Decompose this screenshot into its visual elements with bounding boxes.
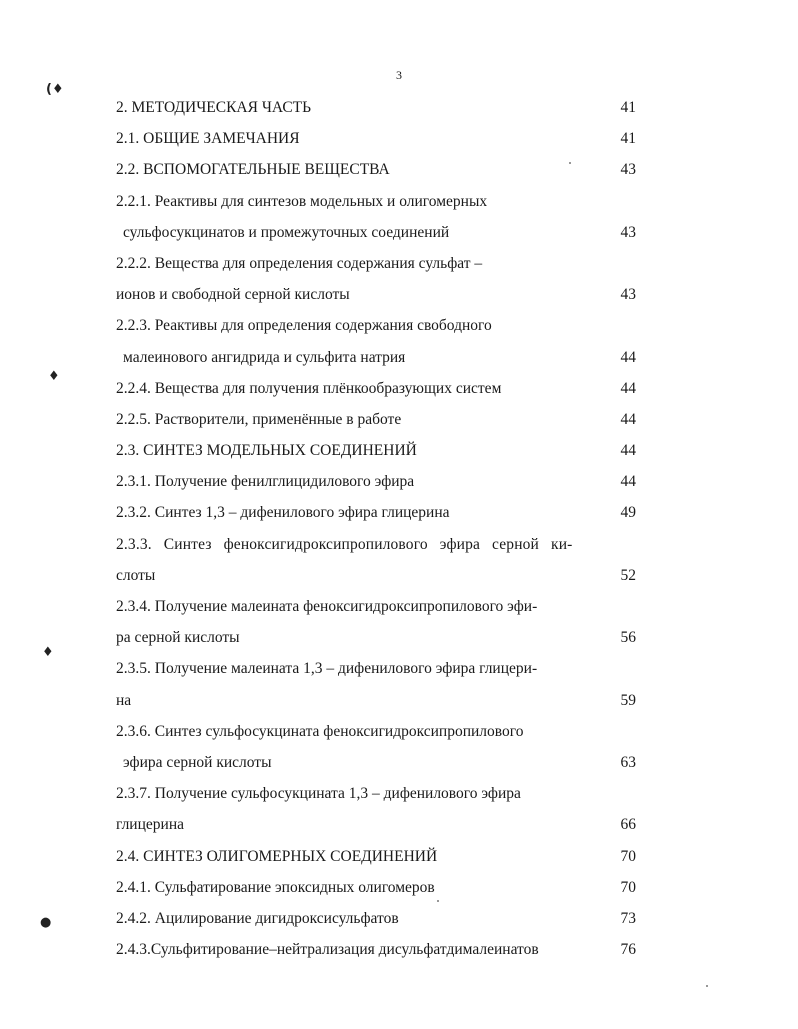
toc-entry-page: 73 (620, 909, 636, 927)
toc-entry (116, 903, 636, 934)
toc-entry (116, 217, 636, 248)
toc-entry-page: 56 (620, 629, 636, 647)
toc-entry (116, 497, 636, 528)
toc-entry-title: 2.2.3. Реактивы для определения содержания свободного (116, 317, 492, 335)
toc-entry (116, 310, 636, 341)
toc-entry-title: 2.3.5. Получение малеината 1,3 – дифенилового эфира глицери- (116, 660, 538, 678)
toc-entry-title: 2.3.1. Получение фенилглицидилового эфира (116, 473, 415, 491)
toc-entry-page: 44 (620, 442, 636, 460)
toc-entry-page: 70 (620, 878, 636, 896)
toc-entry-title: 2.4.1. Сульфатирование эпоксидных олигомеров (116, 878, 435, 896)
toc-entry (116, 404, 636, 435)
toc-entry-title: 2.3.3. Синтез феноксигидроксипропилового эфира серной ки- (116, 535, 573, 553)
toc-entry-title: 2.2.2. Вещества для определения содержания сульфат – (116, 254, 483, 272)
toc-entry-page: 49 (620, 504, 636, 522)
toc-entry-page: 43 (620, 223, 636, 241)
toc-entry-title: 2.2.1. Реактивы для синтезов модельных и олигомерных (116, 192, 488, 210)
toc-entry-title: 2.2. ВСПОМОГАТЕЛЬНЫЕ ВЕЩЕСТВА (116, 161, 390, 179)
margin-mark: (♦ (46, 82, 64, 97)
toc-entry (116, 342, 636, 373)
toc-entry (116, 685, 636, 716)
toc-entry (116, 778, 636, 809)
toc-entry-title: 2.3.7. Получение сульфосукцината 1,3 – дифенилового эфира (116, 785, 521, 803)
scan-speck (706, 985, 708, 987)
margin-mark: ● (40, 915, 52, 930)
toc-entry-title: ионов и свободной серной кислоты (116, 286, 350, 304)
toc-entry-title: ра серной кислоты (116, 629, 240, 647)
toc-entry (116, 841, 636, 872)
toc-entry (116, 435, 636, 466)
toc-entry-page: 44 (620, 379, 636, 397)
toc-entry-page: 44 (620, 348, 636, 366)
page-number: 3 (396, 68, 402, 82)
toc-entry-page: 76 (620, 941, 636, 959)
toc-entry-title: 2.3. СИНТЕЗ МОДЕЛЬНЫХ СОЕДИНЕНИЙ (116, 442, 417, 460)
toc-entry-title: эфира серной кислоты (123, 753, 272, 771)
toc-entry (116, 154, 636, 185)
toc-entry-page: 70 (620, 847, 636, 865)
toc-entry (116, 934, 636, 965)
toc-entry (116, 653, 636, 684)
toc-entry-title: 2.2.5. Растворители, применённые в работе (116, 410, 402, 428)
toc-entry-title: 2.3.4. Получение малеината феноксигидроксипропилового эфи- (116, 598, 538, 615)
toc-entry-title: 2. МЕТОДИЧЕСКАЯ ЧАСТЬ (116, 99, 312, 116)
margin-mark: ♦ (48, 369, 60, 384)
toc-entry (116, 529, 636, 560)
toc-entry-title: глицерина (116, 816, 184, 834)
toc-entry (116, 809, 636, 840)
toc-entry (116, 872, 636, 903)
toc-entry (116, 248, 636, 279)
toc-entry (116, 92, 636, 123)
table-of-contents (116, 92, 636, 965)
toc-entry (116, 716, 636, 747)
toc-entry-page: 43 (620, 286, 636, 304)
toc-entry (116, 622, 636, 653)
toc-entry-title: 2.3.6. Синтез сульфосукцината феноксигидроксипропилового (116, 722, 524, 740)
margin-mark: ♦ (42, 645, 54, 660)
toc-entry-page: 41 (620, 99, 636, 116)
toc-entry (116, 373, 636, 404)
toc-entry-page: 52 (620, 566, 636, 584)
toc-entry-title: малеинового ангидрида и сульфита натрия (123, 348, 406, 366)
toc-entry (116, 466, 636, 497)
toc-entry-title: 2.4. СИНТЕЗ ОЛИГОМЕРНЫХ СОЕДИНЕНИЙ (116, 847, 438, 865)
toc-entry-page: 63 (620, 753, 636, 771)
toc-entry-title: сульфосукцинатов и промежуточных соединений (123, 223, 450, 241)
toc-entry (116, 747, 636, 778)
toc-entry (116, 123, 636, 154)
toc-entry-title: 2.4.2. Ацилирование дигидроксисульфатов (116, 909, 399, 927)
toc-entry-title: 2.2.4. Вещества для получения плёнкообразующих систем (116, 379, 502, 397)
toc-entry (116, 591, 636, 622)
toc-entry-page: 44 (620, 410, 636, 428)
toc-entry-page: 43 (620, 161, 636, 179)
toc-entry-title: слоты (116, 566, 156, 584)
toc-entry-page: 66 (620, 816, 636, 834)
toc-entry-title: 2.3.2. Синтез 1,3 – дифенилового эфира глицерина (116, 504, 450, 522)
toc-entry (116, 279, 636, 310)
toc-entry-title: 2.4.3.Сульфитирование–нейтрализация дисульфатдималеинатов (116, 941, 539, 959)
toc-entry (116, 186, 636, 217)
toc-entry (116, 560, 636, 591)
toc-entry-page: 59 (620, 691, 636, 709)
toc-entry-page: 41 (620, 130, 636, 148)
toc-entry-title: на (116, 691, 132, 709)
toc-entry-title: 2.1. ОБЩИЕ ЗАМЕЧАНИЯ (116, 130, 300, 148)
toc-entry-page: 44 (620, 473, 636, 491)
